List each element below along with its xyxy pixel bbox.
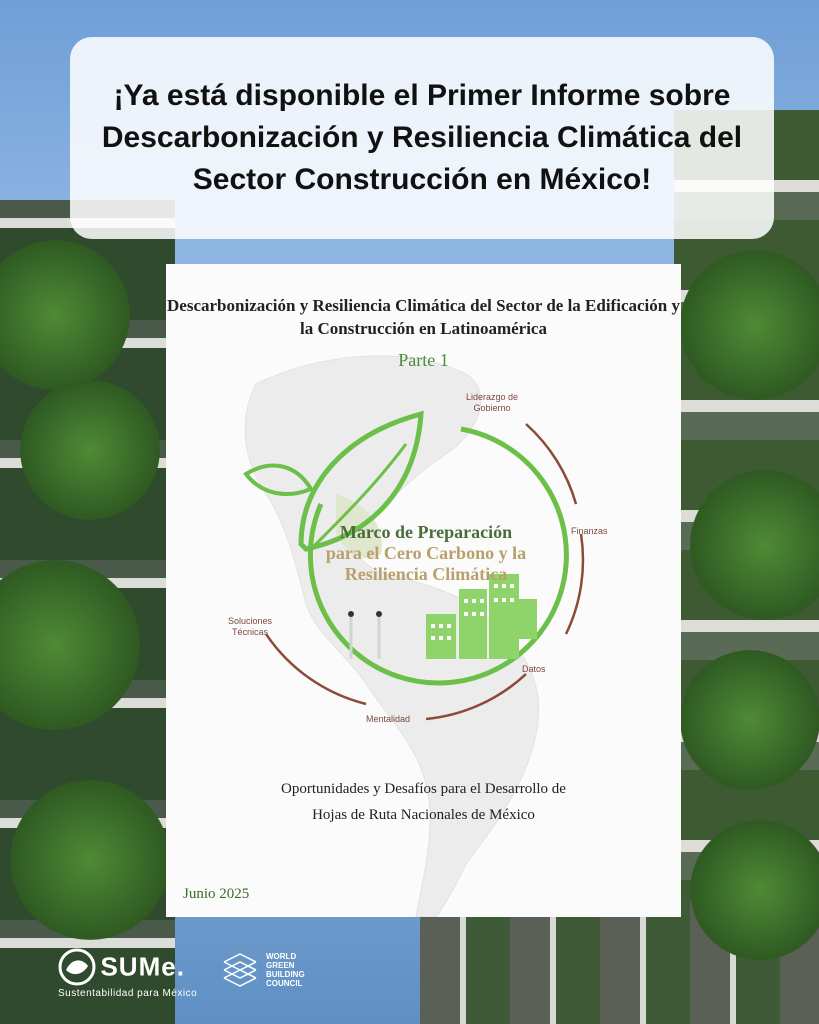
- foliage: [690, 820, 819, 960]
- wgbc-logo: [220, 950, 305, 990]
- report-subtitle: Oportunidades y Desafíos para el Desarrollo de Hojas de Ruta Nacionales de México: [281, 781, 566, 823]
- sume-mark-icon: [58, 948, 96, 986]
- foliage: [10, 780, 170, 940]
- label-data: Datos: [522, 664, 546, 674]
- label-technical: Soluciones Técnicas: [228, 616, 273, 637]
- sume-logo: [58, 948, 197, 999]
- report-part: Parte 1: [398, 350, 449, 370]
- wgbc-globe-icon: [220, 950, 260, 990]
- report-title: Descarbonización y Resiliencia Climática del Sector de la Edificación y la Construcción en Latinoamérica: [167, 296, 680, 338]
- framework-title-line2: para el Cero Carbono y la Resiliencia Climática: [325, 543, 527, 584]
- sume-name: SUMe.: [100, 951, 185, 982]
- foliage: [680, 650, 819, 790]
- label-mindset: Mentalidad: [366, 714, 411, 724]
- framework-title-line1: Marco de Preparación: [339, 522, 513, 542]
- label-finance: Finanzas: [571, 526, 608, 536]
- small-leaf-icon: [246, 466, 311, 494]
- report-date: Junio 2025: [183, 886, 250, 902]
- building-icon: [519, 599, 537, 639]
- label-leadership: Liderazgo de Gobierno: [466, 392, 519, 413]
- report-cover[interactable]: [166, 264, 681, 917]
- headline-banner: [70, 37, 774, 239]
- framework-title: [291, 522, 561, 585]
- headline: ¡Ya está disponible el Primer Informe sobre Descarbonización y Resiliencia Climática del Sector Construcción en México!: [101, 79, 743, 196]
- foliage: [680, 250, 819, 400]
- foliage: [20, 380, 160, 520]
- wgbc-name: WORLD GREEN BUILDING COUNCIL: [266, 952, 305, 988]
- sume-tagline: Sustentabilidad para México: [58, 988, 198, 999]
